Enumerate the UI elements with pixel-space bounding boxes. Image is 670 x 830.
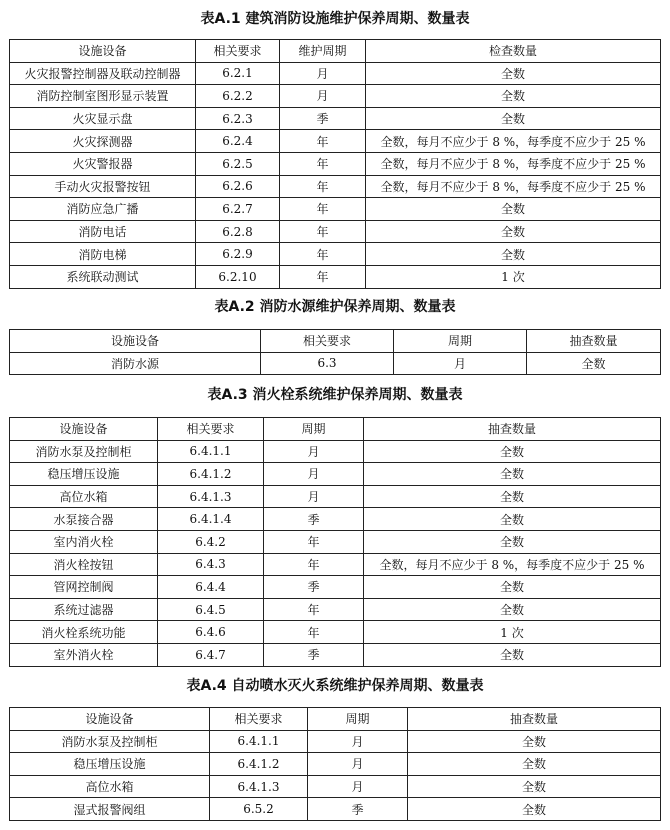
period-cell: 年 [264, 553, 364, 576]
table-row [10, 352, 661, 375]
quantity-header: 抽查数量 [527, 330, 661, 353]
quantity-cell: 全数 [366, 198, 661, 221]
period-cell: 月 [264, 440, 364, 463]
device-cell: 室内消火栓 [10, 530, 158, 553]
device-cell: 消防控制室图形显示装置 [10, 85, 196, 108]
table-row [10, 198, 661, 221]
period-cell: 年 [280, 130, 366, 153]
period-cell: 季 [264, 643, 364, 666]
requirement-cell: 6.4.1.2 [158, 463, 264, 486]
table-row [10, 62, 661, 85]
requirement-cell: 6.2.2 [196, 85, 280, 108]
period-header: 周期 [308, 708, 408, 731]
quantity-cell: 全数 [364, 485, 661, 508]
requirement-cell: 6.4.6 [158, 621, 264, 644]
device-cell: 高位水箱 [10, 485, 158, 508]
period-cell: 月 [308, 775, 408, 798]
table-row [10, 175, 661, 198]
quantity-cell: 1 次 [364, 621, 661, 644]
device-header: 设施设备 [10, 40, 196, 63]
table-row [10, 85, 661, 108]
table-row [10, 152, 661, 175]
table-a3 [9, 417, 661, 667]
device-cell: 消火栓系统功能 [10, 621, 158, 644]
requirement-cell: 6.2.10 [196, 265, 280, 288]
device-cell: 稳压增压设施 [10, 753, 210, 776]
period-cell: 月 [308, 753, 408, 776]
requirement-cell: 6.5.2 [210, 798, 308, 821]
quantity-cell: 全数 [364, 530, 661, 553]
table-row [10, 508, 661, 531]
table-a1 [9, 39, 661, 289]
quantity-cell: 全数 [408, 753, 661, 776]
requirement-cell: 6.4.4 [158, 576, 264, 599]
period-cell: 月 [394, 352, 527, 375]
table-a4 [9, 707, 661, 821]
device-header: 设施设备 [10, 418, 158, 441]
period-cell: 季 [264, 576, 364, 599]
device-cell: 火灾显示盘 [10, 107, 196, 130]
requirement-header: 相关要求 [261, 330, 394, 353]
requirement-header: 相关要求 [196, 40, 280, 63]
table-row [10, 220, 661, 243]
header-row [10, 330, 661, 353]
table-row [10, 107, 661, 130]
table-a4-caption: 表A.4 自动喷水灭火系统维护保养周期、数量表 [186, 678, 484, 694]
quantity-header: 检查数量 [366, 40, 661, 63]
device-cell: 系统过滤器 [10, 598, 158, 621]
device-cell: 手动火灾报警按钮 [10, 175, 196, 198]
requirement-cell: 6.2.8 [196, 220, 280, 243]
quantity-cell: 全数 [364, 643, 661, 666]
requirement-cell: 6.4.1.4 [158, 508, 264, 531]
quantity-cell: 全数 [364, 508, 661, 531]
quantity-cell: 全数 [408, 730, 661, 753]
period-cell: 年 [280, 220, 366, 243]
header-row [10, 40, 661, 63]
period-cell: 年 [280, 175, 366, 198]
quantity-cell: 全数，每月不应少于 8 %，每季度不应少于 25 % [366, 152, 661, 175]
device-cell: 管网控制阀 [10, 576, 158, 599]
requirement-cell: 6.4.3 [158, 553, 264, 576]
period-cell: 季 [264, 508, 364, 531]
requirement-header: 相关要求 [210, 708, 308, 731]
device-cell: 消防应急广播 [10, 198, 196, 221]
quantity-cell: 全数 [364, 576, 661, 599]
table-a2 [9, 329, 661, 375]
device-header: 设施设备 [10, 708, 210, 731]
device-cell: 消防水源 [10, 352, 261, 375]
table-row [10, 553, 661, 576]
quantity-cell: 全数 [366, 85, 661, 108]
requirement-cell: 6.2.6 [196, 175, 280, 198]
device-cell: 火灾报警控制器及联动控制器 [10, 62, 196, 85]
device-cell: 水泵接合器 [10, 508, 158, 531]
requirement-cell: 6.4.1.1 [158, 440, 264, 463]
quantity-cell: 全数 [364, 598, 661, 621]
period-cell: 季 [280, 107, 366, 130]
table-row [10, 798, 661, 821]
requirement-cell: 6.4.1.2 [210, 753, 308, 776]
requirement-cell: 6.2.4 [196, 130, 280, 153]
period-cell: 月 [280, 85, 366, 108]
device-cell: 高位水箱 [10, 775, 210, 798]
table-row [10, 485, 661, 508]
quantity-cell: 全数 [408, 775, 661, 798]
requirement-cell: 6.4.1.3 [210, 775, 308, 798]
requirement-header: 相关要求 [158, 418, 264, 441]
table-row [10, 265, 661, 288]
quantity-cell: 全数 [366, 62, 661, 85]
requirement-cell: 6.4.7 [158, 643, 264, 666]
quantity-cell: 全数，每月不应少于 8 %，每季度不应少于 25 % [366, 130, 661, 153]
device-cell: 消火栓按钮 [10, 553, 158, 576]
device-cell: 消防水泵及控制柜 [10, 440, 158, 463]
period-header: 周期 [394, 330, 527, 353]
requirement-cell: 6.2.1 [196, 62, 280, 85]
device-cell: 火灾警报器 [10, 152, 196, 175]
header-row [10, 708, 661, 731]
requirement-cell: 6.4.1.1 [210, 730, 308, 753]
requirement-cell: 6.2.3 [196, 107, 280, 130]
table-row [10, 775, 661, 798]
table-row [10, 243, 661, 266]
table-row [10, 621, 661, 644]
quantity-cell: 1 次 [366, 265, 661, 288]
table-a2-caption: 表A.2 消防水源维护保养周期、数量表 [214, 299, 456, 315]
period-cell: 季 [308, 798, 408, 821]
table-row [10, 576, 661, 599]
quantity-header: 抽查数量 [364, 418, 661, 441]
period-cell: 年 [280, 243, 366, 266]
requirement-cell: 6.4.5 [158, 598, 264, 621]
device-header: 设施设备 [10, 330, 261, 353]
period-cell: 年 [280, 152, 366, 175]
period-cell: 年 [264, 598, 364, 621]
device-cell: 系统联动测试 [10, 265, 196, 288]
quantity-cell: 全数 [366, 220, 661, 243]
quantity-cell: 全数 [366, 107, 661, 130]
device-cell: 火灾探测器 [10, 130, 196, 153]
table-row [10, 643, 661, 666]
period-cell: 年 [280, 198, 366, 221]
header-row [10, 418, 661, 441]
device-cell: 消防电梯 [10, 243, 196, 266]
table-row [10, 463, 661, 486]
requirement-cell: 6.4.1.3 [158, 485, 264, 508]
quantity-cell: 全数 [364, 463, 661, 486]
period-cell: 年 [264, 530, 364, 553]
requirement-cell: 6.3 [261, 352, 394, 375]
device-cell: 稳压增压设施 [10, 463, 158, 486]
period-cell: 年 [264, 621, 364, 644]
period-header: 维护周期 [280, 40, 366, 63]
period-cell: 月 [264, 485, 364, 508]
period-cell: 月 [264, 463, 364, 486]
table-row [10, 440, 661, 463]
table-row [10, 530, 661, 553]
table-a3-caption: 表A.3 消火栓系统维护保养周期、数量表 [207, 387, 463, 403]
requirement-cell: 6.4.2 [158, 530, 264, 553]
requirement-cell: 6.2.5 [196, 152, 280, 175]
device-cell: 消防水泵及控制柜 [10, 730, 210, 753]
device-cell: 消防电话 [10, 220, 196, 243]
quantity-header: 抽查数量 [408, 708, 661, 731]
table-a1-caption: 表A.1 建筑消防设施维护保养周期、数量表 [200, 11, 470, 27]
device-cell: 室外消火栓 [10, 643, 158, 666]
table-row [10, 730, 661, 753]
table-row [10, 598, 661, 621]
period-cell: 月 [308, 730, 408, 753]
requirement-cell: 6.2.9 [196, 243, 280, 266]
quantity-cell: 全数，每月不应少于 8 %，每季度不应少于 25 % [364, 553, 661, 576]
table-row [10, 753, 661, 776]
quantity-cell: 全数 [366, 243, 661, 266]
table-row [10, 130, 661, 153]
device-cell: 湿式报警阀组 [10, 798, 210, 821]
period-cell: 年 [280, 265, 366, 288]
requirement-cell: 6.2.7 [196, 198, 280, 221]
period-cell: 月 [280, 62, 366, 85]
period-header: 周期 [264, 418, 364, 441]
quantity-cell: 全数，每月不应少于 8 %，每季度不应少于 25 % [366, 175, 661, 198]
quantity-cell: 全数 [408, 798, 661, 821]
quantity-cell: 全数 [527, 352, 661, 375]
quantity-cell: 全数 [364, 440, 661, 463]
